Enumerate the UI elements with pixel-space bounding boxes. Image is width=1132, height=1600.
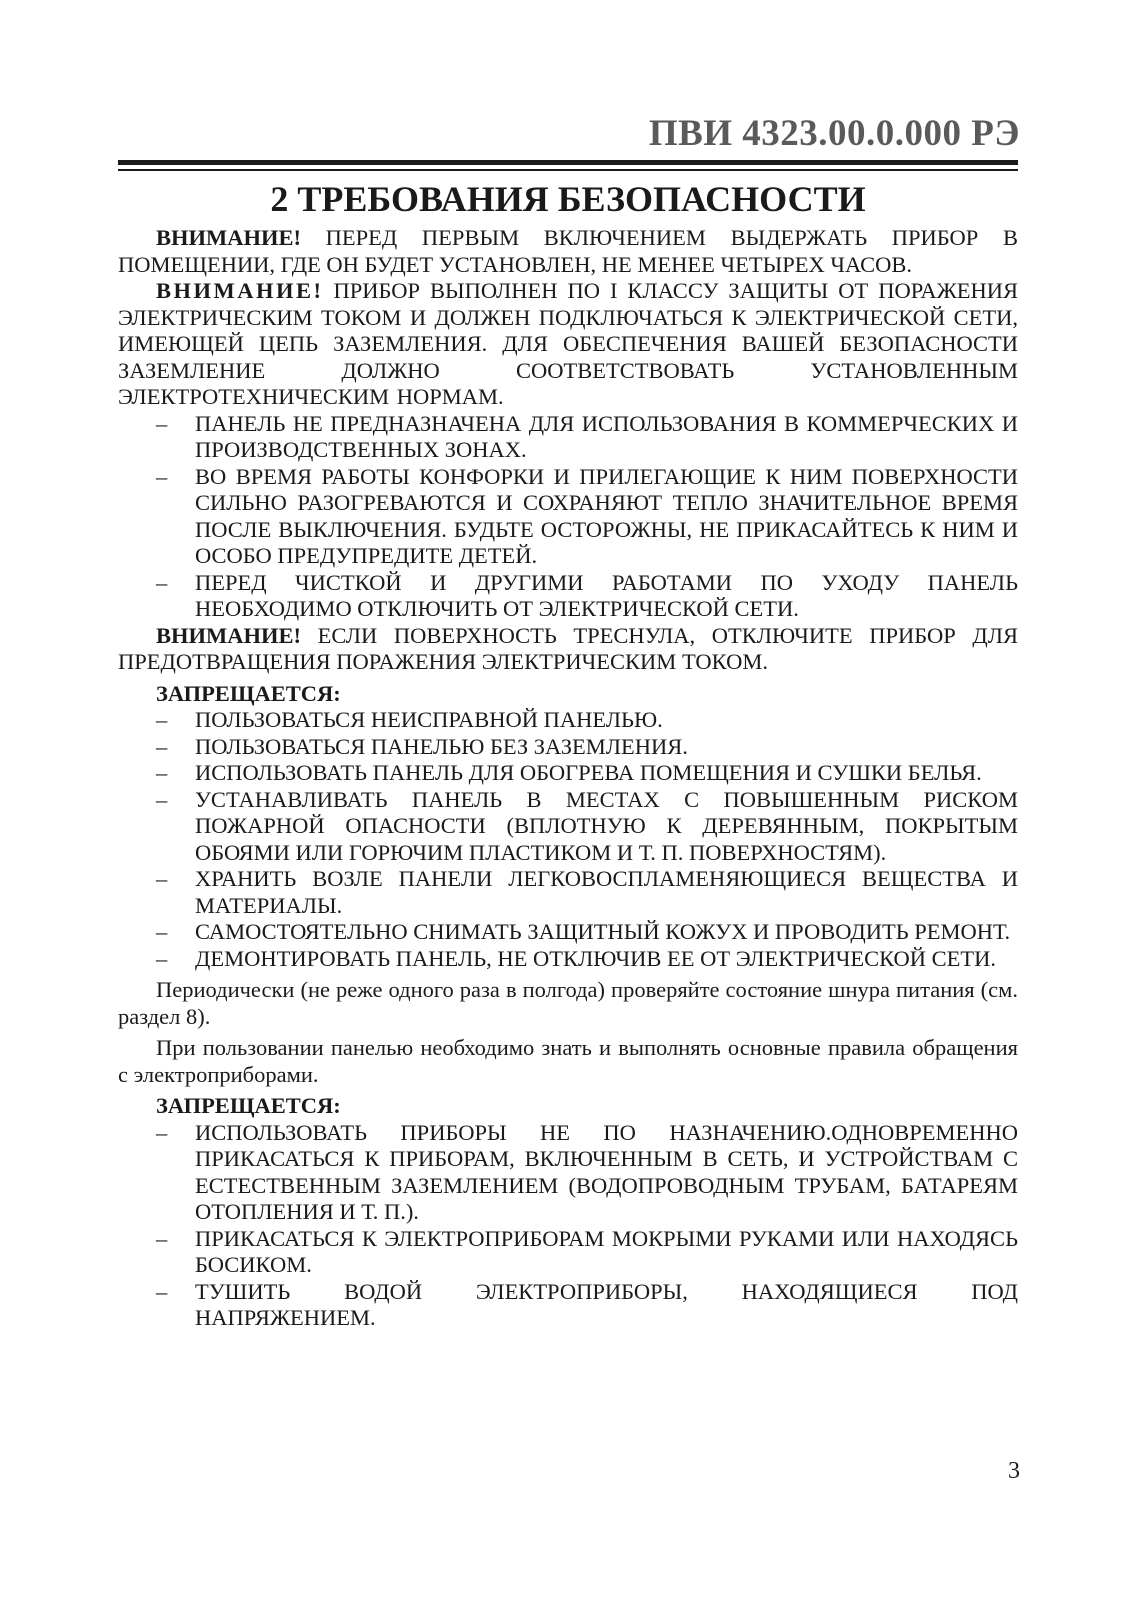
prohibited-list-1: [118, 707, 1018, 972]
list-item-text: ПЕРЕД ЧИСТКОЙ И ДРУГИМИ РАБОТАМИ ПО УХОДУ ПАНЕЛЬ НЕОБХОДИМО ОТКЛЮЧИТЬ ОТ ЭЛЕКТРИЧЕСКОЙ СЕТИ.: [195, 569, 1018, 621]
dash-icon: –: [156, 945, 168, 971]
list-item-text: ПОЛЬЗОВАТЬСЯ ПАНЕЛЬЮ БЕЗ ЗАЗЕМЛЕНИЯ.: [195, 733, 688, 759]
attention-paragraph-3: [118, 623, 1018, 676]
dash-icon: –: [156, 866, 168, 891]
attention-paragraph-2: [118, 278, 1018, 411]
list-item: [118, 1120, 1018, 1226]
dash-icon: –: [156, 410, 168, 436]
notes-list: [118, 411, 1018, 623]
page-number: 3: [1008, 1458, 1020, 1484]
list-item: [118, 787, 1018, 867]
dash-icon: –: [156, 1278, 168, 1304]
list-item: [118, 1226, 1018, 1279]
list-item-text: ХРАНИТЬ ВОЗЛЕ ПАНЕЛИ ЛЕГКОВОСПЛАМЕНЯЮЩИЕСЯ ВЕЩЕСТВА И МАТЕРИАЛЫ.: [195, 866, 1018, 918]
list-item: [118, 1279, 1018, 1332]
periodic-check-paragraph: Периодически (не реже одного раза в полгода) проверяйте состояние шнура питания (см. раздел 8).: [118, 977, 1018, 1029]
list-item: [118, 570, 1018, 623]
attention-label: ВНИМАНИЕ!: [156, 622, 301, 648]
list-item: [118, 464, 1018, 570]
list-item-text: ДЕМОНТИРОВАТЬ ПАНЕЛЬ, НЕ ОТКЛЮЧИВ ЕЕ ОТ ЭЛЕКТРИЧЕСКОЙ СЕТИ.: [195, 945, 997, 971]
dash-icon: –: [156, 1119, 168, 1145]
dash-icon: –: [156, 463, 168, 489]
dash-icon: –: [156, 569, 168, 595]
dash-icon: –: [156, 760, 168, 785]
dash-icon: –: [156, 707, 168, 732]
list-item-text: УСТАНАВЛИВАТЬ ПАНЕЛЬ В МЕСТАХ С ПОВЫШЕННЫМ РИСКОМ ПОЖАРНОЙ ОПАСНОСТИ (ВПЛОТНУЮ К ДЕРЕВЯННЫМ, ПОКРЫТЫМ ОБОЯМИ ИЛИ ГОРЮЧИМ ПЛАСТИКОМ И Т. П. ПОВЕРХНОСТЯМ).: [195, 786, 1018, 865]
list-item: [118, 760, 1018, 787]
list-item: [118, 734, 1018, 761]
list-item-text: ПАНЕЛЬ НЕ ПРЕДНАЗНАЧЕНА ДЛЯ ИСПОЛЬЗОВАНИЯ В КОММЕРЧЕСКИХ И ПРОИЗВОДСТВЕННЫХ ЗОНАХ.: [195, 410, 1018, 462]
prohibited-heading-2: ЗАПРЕЩАЕТСЯ:: [156, 1093, 341, 1118]
attention-label: ВНИМАНИЕ!: [156, 225, 301, 250]
dash-icon: –: [156, 786, 168, 812]
dash-icon: –: [156, 1225, 168, 1251]
list-item-text: ПОЛЬЗОВАТЬСЯ НЕИСПРАВНОЙ ПАНЕЛЬЮ.: [195, 707, 663, 732]
rules-paragraph: При пользовании панелью необходимо знать и выполнять основные правила обращения с электроприборами.: [118, 1035, 1018, 1087]
attention-label: ВНИМАНИЕ!: [156, 278, 324, 303]
document-code: ПВИ 4323.00.0.000 РЭ: [648, 113, 1020, 154]
list-item-text: ВО ВРЕМЯ РАБОТЫ КОНФОРКИ И ПРИЛЕГАЮЩИЕ К НИМ ПОВЕРХНОСТИ СИЛЬНО РАЗОГРЕВАЮТСЯ И СОХРАНЯЮТ ТЕПЛО ЗНАЧИТЕЛЬНОЕ ВРЕМЯ ПОСЛЕ ВЫКЛЮЧЕНИЯ. БУДЬТЕ ОСТОРОЖНЫ, НЕ ПРИКАСАЙТЕСЬ К НИМ И ОСОБО ПРЕДУПРЕДИТЕ ДЕТЕЙ.: [195, 463, 1018, 568]
list-item-text: ПРИКАСАТЬСЯ К ЭЛЕКТРОПРИБОРАМ МОКРЫМИ РУКАМИ ИЛИ НАХОДЯСЬ БОСИКОМ.: [195, 1225, 1018, 1277]
header-rule-thin: [118, 169, 1018, 171]
header-rule-thick: [118, 160, 1018, 165]
page-body: [118, 225, 1018, 1332]
attention-paragraph-1: [118, 225, 1018, 278]
attention-text-1: ПЕРЕД ПЕРВЫМ ВКЛЮЧЕНИЕМ ВЫДЕРЖАТЬ ПРИБОР В ПОМЕЩЕНИИ, ГДЕ ОН БУДЕТ УСТАНОВЛЕН, НЕ МЕНЕЕ ЧЕТЫРЕХ ЧАСОВ.: [118, 225, 1018, 277]
dash-icon: –: [156, 919, 168, 944]
list-item-text: ИСПОЛЬЗОВАТЬ ПРИБОРЫ НЕ ПО НАЗНАЧЕНИЮ.ОДНОВРЕМЕННО ПРИКАСАТЬСЯ К ПРИБОРАМ, ВКЛЮЧЕННЫМ В СЕТЬ, И УСТРОЙСТВАМ С ЕСТЕСТВЕННЫМ ЗАЗЕМЛЕНИЕМ (ВОДОПРОВОДНЫМ ТРУБАМ, БАТАРЕЯМ ОТОПЛЕНИЯ И Т. П.).: [195, 1119, 1018, 1224]
list-item-text: ИСПОЛЬЗОВАТЬ ПАНЕЛЬ ДЛЯ ОБОГРЕВА ПОМЕЩЕНИЯ И СУШКИ БЕЛЬЯ.: [195, 760, 982, 785]
prohibited-list-2: [118, 1120, 1018, 1332]
section-title: 2 ТРЕБОВАНИЯ БЕЗОПАСНОСТИ: [270, 179, 866, 219]
list-item-text: ТУШИТЬ ВОДОЙ ЭЛЕКТРОПРИБОРЫ, НАХОДЯЩИЕСЯ ПОД НАПРЯЖЕНИЕМ.: [195, 1278, 1018, 1330]
attention-text-2: ПРИБОР ВЫПОЛНЕН ПО I КЛАССУ ЗАЩИТЫ ОТ ПОРАЖЕНИЯ ЭЛЕКТРИЧЕСКИМ ТОКОМ И ДОЛЖЕН ПОДКЛЮЧАТЬСЯ К ЭЛЕКТРИЧЕСКОЙ СЕТИ, ИМЕЮЩЕЙ ЦЕПЬ ЗАЗЕМЛЕНИЯ. ДЛЯ ОБЕСПЕЧЕНИЯ ВАШЕЙ БЕЗОПАСНОСТИ ЗАЗЕМЛЕНИЕ ДОЛЖНО СООТВЕТСТВОВАТЬ УСТАНОВЛЕННЫМ ЭЛЕКТРОТЕХНИЧЕСКИМ НОРМАМ.: [118, 278, 1018, 409]
list-item: [118, 411, 1018, 464]
list-item-text: САМОСТОЯТЕЛЬНО СНИМАТЬ ЗАЩИТНЫЙ КОЖУХ И ПРОВОДИТЬ РЕМОНТ.: [195, 919, 1011, 944]
attention-text-3: ЕСЛИ ПОВЕРХНОСТЬ ТРЕСНУЛА, ОТКЛЮЧИТЕ ПРИБОР ДЛЯ ПРЕДОТВРАЩЕНИЯ ПОРАЖЕНИЯ ЭЛЕКТРИЧЕСКИМ ТОКОМ.: [118, 622, 1018, 674]
list-item: [118, 707, 1018, 734]
list-item: [118, 919, 1018, 946]
prohibited-heading-1: ЗАПРЕЩАЕТСЯ:: [156, 680, 341, 706]
list-item: [118, 946, 1018, 973]
list-item: [118, 866, 1018, 919]
dash-icon: –: [156, 733, 168, 759]
